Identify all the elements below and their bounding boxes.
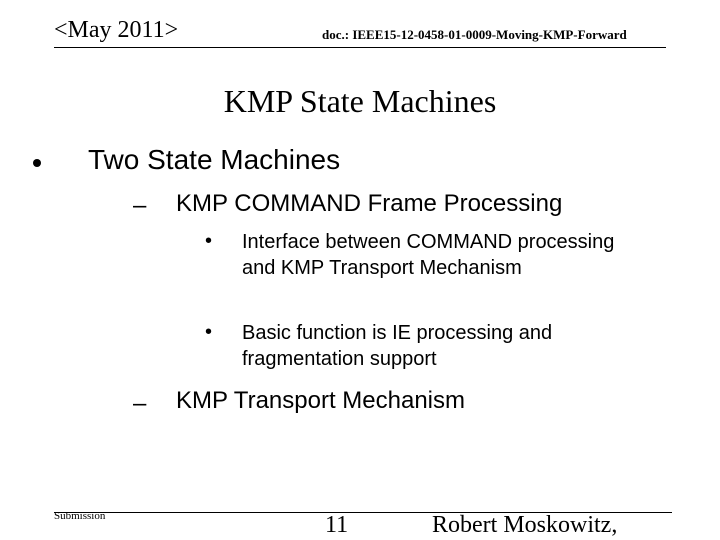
header-divider xyxy=(54,47,666,48)
footer-author: Robert Moskowitz, xyxy=(432,512,618,538)
sub-bullet-icon: • xyxy=(205,321,213,343)
bullet-dot-icon xyxy=(33,159,41,167)
dash-icon: – xyxy=(133,192,147,219)
sub-heading-command-frame: KMP COMMAND Frame Processing xyxy=(176,190,563,217)
sub-bullet-basic-function: Basic function is IE processing and fragmentation support xyxy=(242,322,553,370)
header-doc-id: doc.: IEEE15-12-0458-01-0009-Moving-KMP-Forward xyxy=(322,27,627,42)
slide-title: KMP State Machines xyxy=(223,83,497,119)
footer-submission: Submission xyxy=(54,510,106,522)
sub-bullet-interface: Interface between COMMAND processing and KMP Transport Mechanism xyxy=(242,231,615,279)
sub-bullet-icon: • xyxy=(205,230,213,252)
page-number: 11 xyxy=(325,512,349,538)
bullet-text: Two State Machines xyxy=(88,144,341,175)
dash-icon: – xyxy=(133,390,147,417)
sub-heading-transport-mechanism: KMP Transport Mechanism xyxy=(176,387,465,414)
header-date: <May 2011> xyxy=(54,17,179,43)
